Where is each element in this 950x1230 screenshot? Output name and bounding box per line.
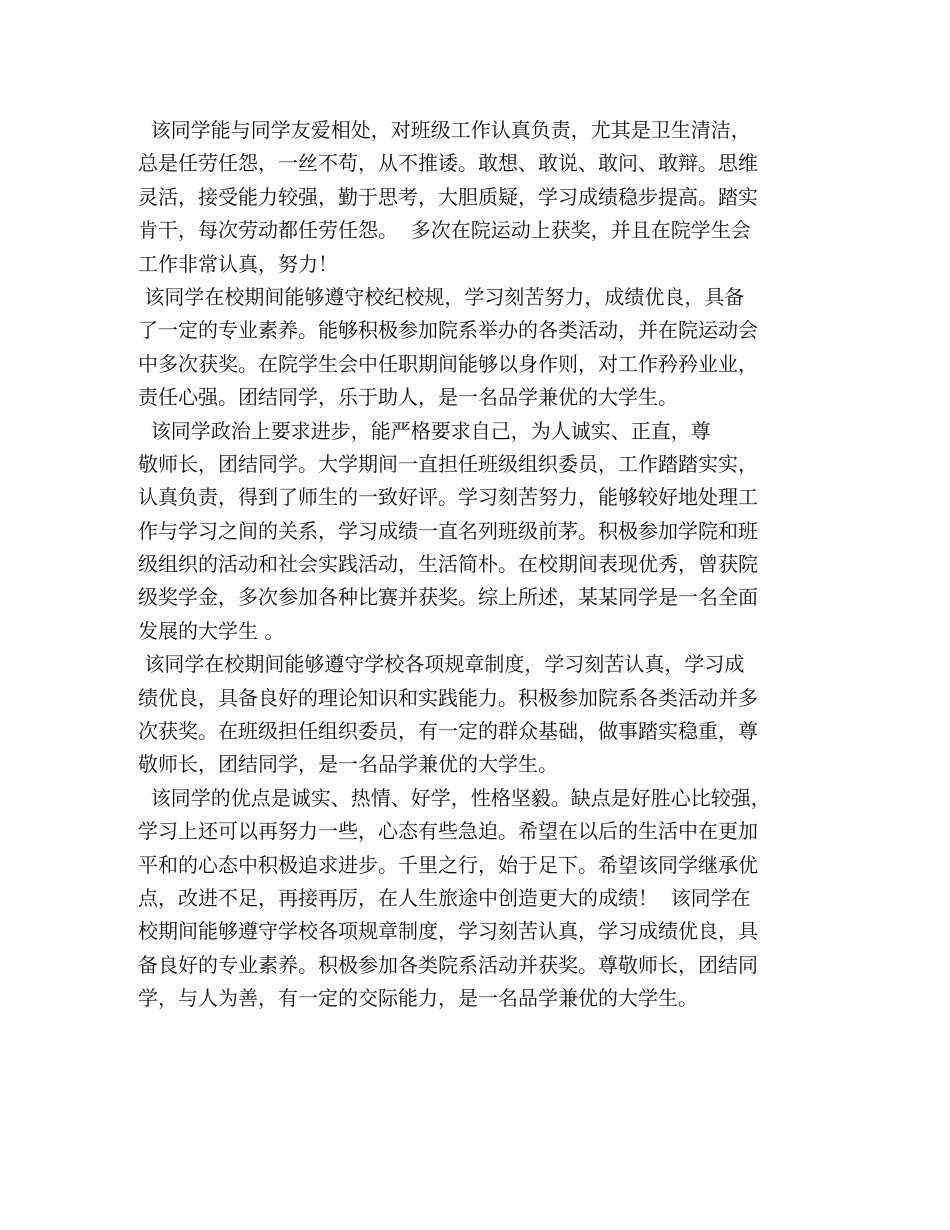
- text-line: 肯干，每次劳动都任劳任怨。 多次在院运动上获奖，并且在院学生会: [138, 218, 751, 243]
- text-line: 级奖学金，多次参加各种比赛并获奖。综上所述，某某同学是一名全面: [138, 585, 758, 610]
- text-line: 责任心强。团结同学，乐于助人，是一名品学兼优的大学生。: [138, 385, 678, 410]
- text-line: 灵活，接受能力较强，勤于思考，大胆质疑，学习成绩稳步提高。踏实: [138, 184, 758, 209]
- text-line: 学习上还可以再努力一些，心态有些急迫。希望在以后的生活中在更加: [138, 819, 758, 844]
- text-line: 校期间能够遵守学校各项规章制度，学习刻苦认真，学习成绩优良，具: [138, 919, 758, 944]
- text-line: 备良好的专业素养。积极参加各类院系活动并获奖。尊敬师长，团结同: [138, 952, 758, 977]
- document-body: [138, 114, 828, 1016]
- text-line: 认真负责，得到了师生的一致好评。学习刻苦努力，能够较好地处理工: [138, 485, 758, 510]
- text-line: 学，与人为善，有一定的交际能力，是一名品学兼优的大学生。: [138, 986, 698, 1011]
- text-line: 了一定的专业素养。能够积极参加院系举办的各类活动，并在院运动会: [138, 318, 758, 343]
- text-line: 中多次获奖。在院学生会中任职期间能够以身作则，对工作矜矜业业，: [138, 351, 758, 376]
- text-line: 该同学在校期间能够遵守校纪校规，学习刻苦努力，成绩优良，具备: [138, 284, 745, 309]
- text-line: 敬师长，团结同学，是一名品学兼优的大学生。: [138, 752, 558, 777]
- text-line: 该同学在校期间能够遵守学校各项规章制度，学习刻苦认真，学习成: [138, 652, 745, 677]
- text-line: 点，改进不足，再接再厉，在人生旅途中创造更大的成绩！ 该同学在: [138, 885, 751, 910]
- text-line: 作与学习之间的关系，学习成绩一直名列班级前茅。积极参加学院和班: [138, 518, 758, 543]
- text-line: 该同学的优点是诚实、热情、好学，性格坚毅。缺点是好胜心比较强，: [138, 785, 771, 810]
- text-line: 总是任劳任怨，一丝不苟，从不推诿。敢想、敢说、敢问、敢辩。思维: [138, 151, 758, 176]
- text-line: 级组织的活动和社会实践活动，生活简朴。在校期间表现优秀，曾获院: [138, 552, 758, 577]
- text-line: 次获奖。在班级担任组织委员，有一定的群众基础，做事踏实稳重，尊: [138, 719, 758, 744]
- text-line: 该同学政治上要求进步，能严格要求自己，为人诚实、正直，尊: [138, 418, 711, 443]
- text-line: 绩优良，具备良好的理论知识和实践能力。积极参加院系各类活动并多: [138, 685, 758, 710]
- text-line: 工作非常认真，努力！: [138, 251, 338, 276]
- text-line: 发展的大学生 。: [138, 618, 285, 643]
- text-line: 该同学能与同学友爱相处，对班级工作认真负责，尤其是卫生清洁，: [138, 118, 751, 142]
- text-line: 平和的心态中积极追求进步。千里之行，始于足下。希望该同学继承优: [138, 852, 758, 877]
- text-line: 敬师长，团结同学。大学期间一直担任班级组织委员，工作踏踏实实，: [138, 451, 758, 476]
